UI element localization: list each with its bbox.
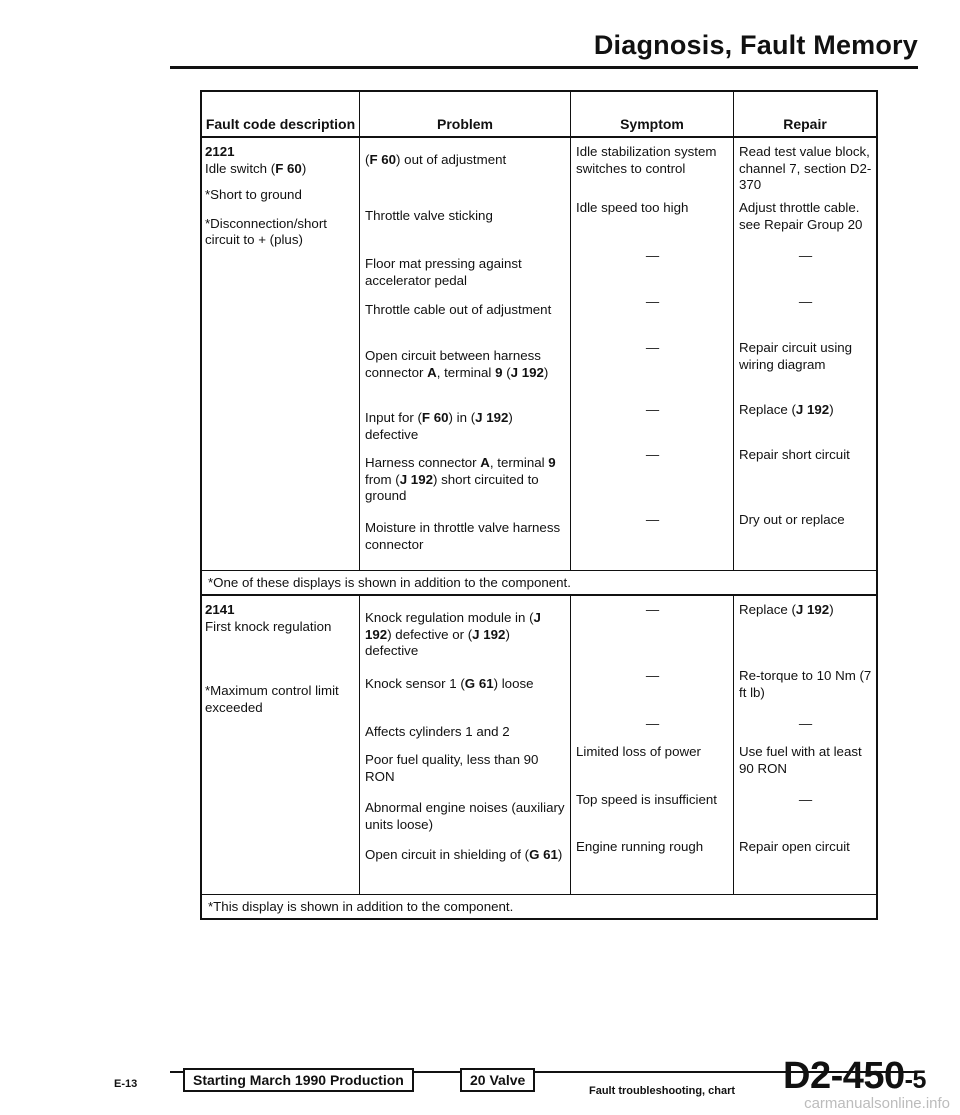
problem-column xyxy=(359,596,570,894)
repair-cell: — xyxy=(798,294,813,309)
repair-cell: Dry out or replace xyxy=(739,512,845,527)
fault-section-2141 xyxy=(202,596,876,894)
column-header: Symptom xyxy=(570,92,733,136)
valve-label: 20 Valve xyxy=(460,1068,535,1092)
symptom-cell: — xyxy=(645,716,660,731)
repair-cell: Replace (J 192) xyxy=(739,402,834,417)
fault-section-2121 xyxy=(202,138,876,570)
column-header: Problem xyxy=(359,92,570,136)
problem-cell: Poor fuel quality, less than 90 RON xyxy=(365,752,539,784)
page-code xyxy=(783,1055,926,1098)
table-header xyxy=(202,92,876,138)
watermark: carmanualsonline.info xyxy=(804,1095,950,1112)
symptom-column xyxy=(570,596,733,894)
fault-desc-line: First knock regulation xyxy=(205,618,332,634)
page-code-sub: -5 xyxy=(904,1066,926,1094)
repair-cell: Read test value block, channel 7, section D2-370 xyxy=(739,144,872,192)
header-rule xyxy=(170,66,918,69)
symptom-cell: Engine running rough xyxy=(576,839,704,854)
problem-column xyxy=(359,138,570,570)
symptom-cell: — xyxy=(645,668,660,683)
repair-cell: Adjust throttle cable. see Repair Group 20 xyxy=(739,200,863,232)
symptom-cell: — xyxy=(645,512,660,527)
production-label: Starting March 1990 Production xyxy=(183,1068,414,1092)
symptom-cell: Idle stabilization system switches to control xyxy=(576,144,717,176)
repair-cell: Repair open circuit xyxy=(739,839,850,854)
repair-column xyxy=(733,138,876,570)
problem-cell: (F 60) out of adjustment xyxy=(365,152,507,167)
symptom-cell: — xyxy=(645,340,660,355)
symptom-cell: Top speed is insufficient xyxy=(576,792,717,807)
problem-cell: Input for (F 60) in (J 192) defective xyxy=(365,410,513,442)
fault-code: 2141 xyxy=(205,602,235,617)
symptom-cell: — xyxy=(645,294,660,309)
fault-desc-line: *Disconnection/short circuit to + (plus) xyxy=(205,215,327,247)
repair-cell: Repair short circuit xyxy=(739,447,850,462)
symptom-cell: — xyxy=(645,402,660,417)
problem-cell: Throttle valve sticking xyxy=(365,208,493,223)
problem-cell: Knock regulation module in (J 192) defective or (J 192) defective xyxy=(365,610,541,658)
repair-cell: Use fuel with at least 90 RON xyxy=(739,744,862,776)
problem-cell: Knock sensor 1 (G 61) loose xyxy=(365,676,534,691)
problem-cell: Open circuit in shielding of (G 61) xyxy=(365,847,563,862)
footnote: *This display is shown in addition to the component. xyxy=(202,894,876,918)
fault-code: 2121 xyxy=(205,144,235,159)
fault-description xyxy=(202,596,359,894)
problem-cell: Harness connector A, terminal 9 from (J 192) short circuited to ground xyxy=(365,455,556,503)
problem-cell: Moisture in throttle valve harness connector xyxy=(365,520,561,552)
fault-description xyxy=(202,138,359,570)
problem-cell: Abnormal engine noises (auxiliary units loose) xyxy=(365,800,565,832)
fault-desc-line: *Maximum control limit exceeded xyxy=(205,683,339,715)
symptom-cell: — xyxy=(645,447,660,462)
repair-cell: — xyxy=(798,248,813,263)
repair-cell: — xyxy=(798,792,813,807)
symptom-cell: Limited loss of power xyxy=(576,744,701,759)
column-header: Fault code description xyxy=(205,116,356,132)
column-header: Repair xyxy=(733,92,876,136)
repair-cell: Repair circuit using wiring diagram xyxy=(739,340,853,372)
repair-cell: — xyxy=(798,716,813,731)
problem-cell: Affects cylinders 1 and 2 xyxy=(365,724,510,739)
repair-cell: Replace (J 192) xyxy=(739,602,834,617)
problem-cell: Floor mat pressing against accelerator pedal xyxy=(365,256,522,288)
footnote: *One of these displays is shown in addition to the component. xyxy=(202,570,876,596)
problem-cell: Throttle cable out of adjustment xyxy=(365,302,552,317)
symptom-column xyxy=(570,138,733,570)
symptom-cell: — xyxy=(645,602,660,617)
fault-desc-line: *Short to ground xyxy=(205,187,302,202)
symptom-cell: — xyxy=(645,248,660,263)
repair-column xyxy=(733,596,876,894)
fault-desc-line: Idle switch (F 60) xyxy=(205,160,307,176)
chart-label: Fault troubleshooting, chart xyxy=(589,1085,736,1097)
repair-cell: Re-torque to 10 Nm (7 ft lb) xyxy=(739,668,872,700)
symptom-cell: Idle speed too high xyxy=(576,200,689,215)
page-number: E-13 xyxy=(114,1078,138,1090)
page-title: Diagnosis, Fault Memory xyxy=(593,30,918,60)
fault-table xyxy=(200,90,878,920)
page-code-main: D2-450 xyxy=(783,1055,905,1097)
problem-cell: Open circuit between harness connector A, terminal 9 (J 192) xyxy=(365,348,549,380)
